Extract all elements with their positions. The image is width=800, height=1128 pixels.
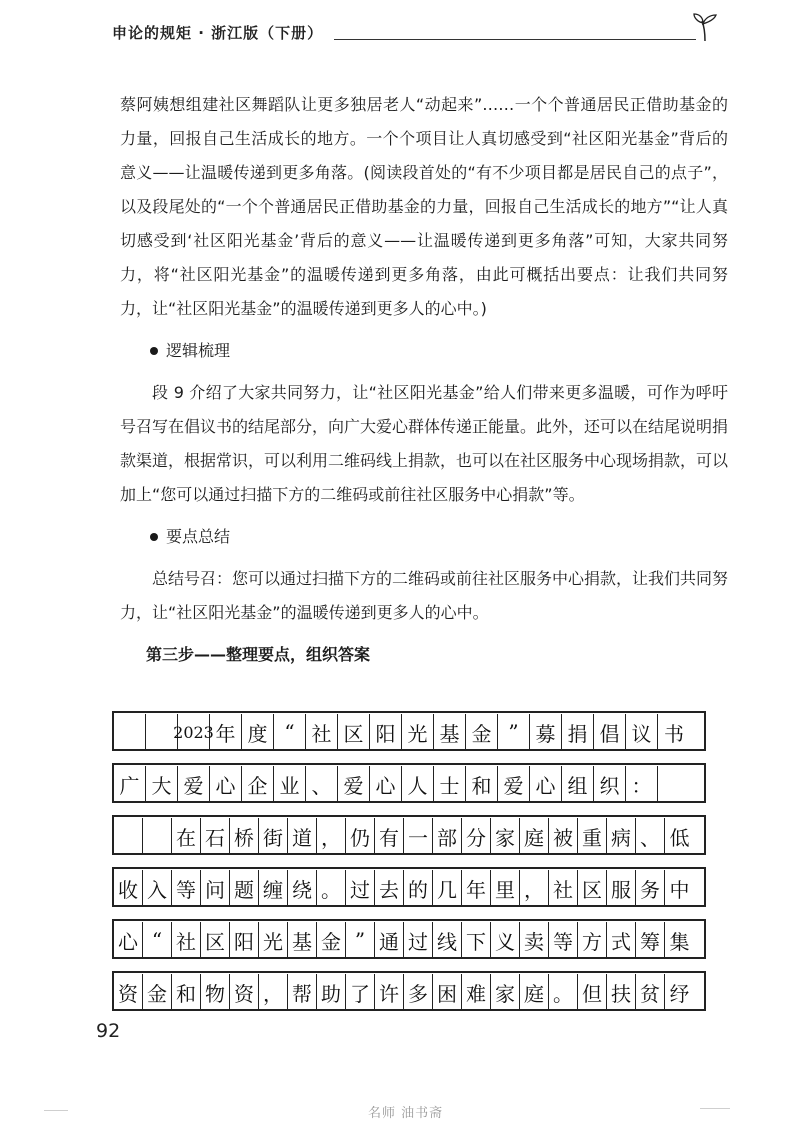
bullet-icon (150, 533, 158, 541)
grid-cell: 助 (317, 974, 346, 1010)
grid-cell (114, 818, 143, 854)
grid-cell: 难 (462, 974, 491, 1010)
grid-cell: 集 (669, 929, 690, 954)
grid-cell: 度 (242, 714, 274, 750)
grid-cell: 资 (114, 974, 143, 1010)
grid-cell: 在 (172, 818, 201, 854)
grid-cell: 光 (259, 922, 288, 958)
grid-cell: 问 (201, 870, 230, 906)
grid-cell: 分 (462, 818, 491, 854)
header-rule (334, 39, 696, 40)
grid-cell: 过 (404, 922, 433, 958)
grid-cell: 组 (562, 766, 594, 802)
grid-cell: 筹 (636, 922, 665, 958)
grid-cell: “ (274, 714, 306, 750)
grid-cell: 纾 (669, 981, 690, 1006)
grid-cell: 资 (230, 974, 259, 1010)
scan-speck (44, 1110, 68, 1111)
grid-cell: 区 (578, 870, 607, 906)
grid-cell: 基 (434, 714, 466, 750)
grid-cell: 广 (114, 766, 146, 802)
grid-cell: “ (143, 922, 172, 958)
grid-cell: 中 (669, 877, 690, 902)
scan-speck (700, 1108, 730, 1109)
grid-cell: 心 (114, 922, 143, 958)
heading-logic-label: 逻辑梳理 (166, 341, 231, 360)
grid-cell: 等 (172, 870, 201, 906)
grid-cell: 爱 (338, 766, 370, 802)
grid-cell: 服 (607, 870, 636, 906)
running-header (112, 20, 712, 48)
grid-cell: ， (259, 974, 288, 1010)
grid-cell: 但 (578, 974, 607, 1010)
grid-cell: 过 (346, 870, 375, 906)
paragraph-logic: 段 9 介绍了大家共同努力，让“社区阳光基金”给人们带来更多温暖，可作为呼吁号召写在倡议书的结尾部分，向广大爱心群体传递正能量。此外，还可以在结尾说明捐款渠道，根据常识，可以利用二维码线上捐款，也可以在社区服务中心现场捐款，可以加上“您可以通过扫描下方的二维码或前往社区服务中心捐款”等。 (120, 383, 729, 504)
grid-row (112, 867, 706, 907)
grid-cell (143, 818, 172, 854)
grid-cell: 社 (306, 714, 338, 750)
grid-cell: 年 (210, 714, 242, 750)
grid-cell: 被 (549, 818, 578, 854)
grid-cell: 光 (402, 714, 434, 750)
grid-cell: 了 (346, 974, 375, 1010)
grid-cell: ： (626, 766, 658, 802)
grid-cell: 业 (274, 766, 306, 802)
grid-row (112, 971, 706, 1011)
grid-cell: 、 (306, 766, 338, 802)
grid-cell: 去 (375, 870, 404, 906)
grid-cell: 基 (288, 922, 317, 958)
grid-cell: 线 (433, 922, 462, 958)
grid-cell: 心 (530, 766, 562, 802)
grid-cell: 倡 (594, 714, 626, 750)
grid-cell: 和 (466, 766, 498, 802)
grid-cell: 金 (143, 974, 172, 1010)
grid-cell: 和 (172, 974, 201, 1010)
grid-cell: 重 (578, 818, 607, 854)
grid-cell: 桥 (230, 818, 259, 854)
grid-cell: 阳 (370, 714, 402, 750)
grid-cell: 题 (230, 870, 259, 906)
grid-cell: 仍 (346, 818, 375, 854)
grid-cell: 部 (433, 818, 462, 854)
grid-cell: 方 (578, 922, 607, 958)
grid-cell: 士 (434, 766, 466, 802)
book-title: 申论的规矩 · 浙江版（下册） (112, 24, 324, 42)
grid-cell: 缠 (259, 870, 288, 906)
grid-cell: 阳 (230, 922, 259, 958)
grid-cell: 多 (404, 974, 433, 1010)
paragraph-summary: 总结号召：您可以通过扫描下方的二维码或前往社区服务中心捐款，让我们共同努力，让“社区阳光基金”的温暖传递到更多人的心中。 (120, 569, 729, 622)
grid-cell: 年 (462, 870, 491, 906)
heading-summary-label: 要点总结 (166, 527, 231, 546)
main-content (120, 88, 728, 672)
grid-cell: 企 (242, 766, 274, 802)
grid-cell: 的 (404, 870, 433, 906)
sprout-icon (692, 12, 718, 42)
grid-cell: 、 (636, 818, 665, 854)
grid-row (112, 711, 706, 751)
grid-cell: 社 (549, 870, 578, 906)
grid-cell: 庭 (520, 974, 549, 1010)
grid-cell: 捐 (562, 714, 594, 750)
grid-cell: 金 (317, 922, 346, 958)
grid-cell: 心 (210, 766, 242, 802)
grid-cell: 家 (491, 818, 520, 854)
grid-cell: 议 (626, 714, 658, 750)
grid-cell: 道 (288, 818, 317, 854)
grid-cell: 务 (636, 870, 665, 906)
grid-cell: 卖 (520, 922, 549, 958)
grid-cell: 庭 (520, 818, 549, 854)
grid-cell: 织 (594, 766, 626, 802)
scan-watermark: 名师 油书斋 (368, 1106, 444, 1121)
grid-cell: 里 (491, 870, 520, 906)
grid-cell: ， (520, 870, 549, 906)
grid-cell: 几 (433, 870, 462, 906)
grid-row (112, 763, 706, 803)
grid-cell: 收 (114, 870, 143, 906)
grid-cell: 通 (375, 922, 404, 958)
grid-cell: ” (346, 922, 375, 958)
grid-cell: 绕 (288, 870, 317, 906)
grid-cell: 物 (201, 974, 230, 1010)
answer-writing-grid (112, 711, 706, 1023)
grid-cell: 爱 (498, 766, 530, 802)
grid-row (112, 919, 706, 959)
grid-cell: 2023 (178, 714, 210, 750)
grid-cell: 区 (338, 714, 370, 750)
grid-cell: 入 (143, 870, 172, 906)
grid-cell: 区 (201, 922, 230, 958)
grid-cell: ， (317, 818, 346, 854)
grid-cell: 街 (259, 818, 288, 854)
grid-cell: 贫 (636, 974, 665, 1010)
bullet-icon (150, 347, 158, 355)
grid-cell: 募 (530, 714, 562, 750)
grid-row (112, 815, 706, 855)
grid-cell: 扶 (607, 974, 636, 1010)
grid-cell: 金 (466, 714, 498, 750)
step-three-heading: 第三步——整理要点，组织答案 (146, 645, 371, 664)
grid-cell: 等 (549, 922, 578, 958)
grid-cell: 。 (549, 974, 578, 1010)
grid-cell (658, 766, 690, 802)
grid-cell: 许 (375, 974, 404, 1010)
grid-cell: 大 (146, 766, 178, 802)
grid-cell: 石 (201, 818, 230, 854)
grid-cell: 。 (317, 870, 346, 906)
grid-cell: 人 (402, 766, 434, 802)
grid-cell: 有 (375, 818, 404, 854)
grid-cell: 病 (607, 818, 636, 854)
grid-cell: 心 (370, 766, 402, 802)
grid-cell: 式 (607, 922, 636, 958)
grid-cell: 一 (404, 818, 433, 854)
grid-cell: 困 (433, 974, 462, 1010)
grid-cell: 低 (669, 825, 690, 850)
grid-cell (114, 714, 146, 750)
section-heading-summary (150, 520, 728, 554)
grid-cell: 家 (491, 974, 520, 1010)
grid-cell: ” (498, 714, 530, 750)
grid-cell: 下 (462, 922, 491, 958)
grid-cell: 书 (664, 721, 684, 746)
grid-cell: 帮 (288, 974, 317, 1010)
grid-cell: 社 (172, 922, 201, 958)
grid-cell: 义 (491, 922, 520, 958)
grid-cell: 爱 (178, 766, 210, 802)
section-heading-logic (150, 334, 728, 368)
paragraph-analysis: 蔡阿姨想组建社区舞蹈队让更多独居老人“动起来”……一个个普通居民正借助基金的力量，回报自己生活成长的地方。一个个项目让人真切感受到“社区阳光基金”背后的意义——让温暖传递到更多角落。(阅读段首处的“有不少项目都是居民自己的点子”，以及段尾处的“一个个普通居民正借助基金的力量，回报自己生活成长的地方”“让人真切感受到‘社区阳光基金’背后的意义——让温暖传递到更多角落”可知，大家共同努力，将“社区阳光基金”的温暖传递到更多角落，由此可概括出要点：让我们共同努力，让“社区阳光基金”的温暖传递到更多人的心中。) (120, 95, 728, 318)
page-number: 92 (96, 1020, 121, 1042)
